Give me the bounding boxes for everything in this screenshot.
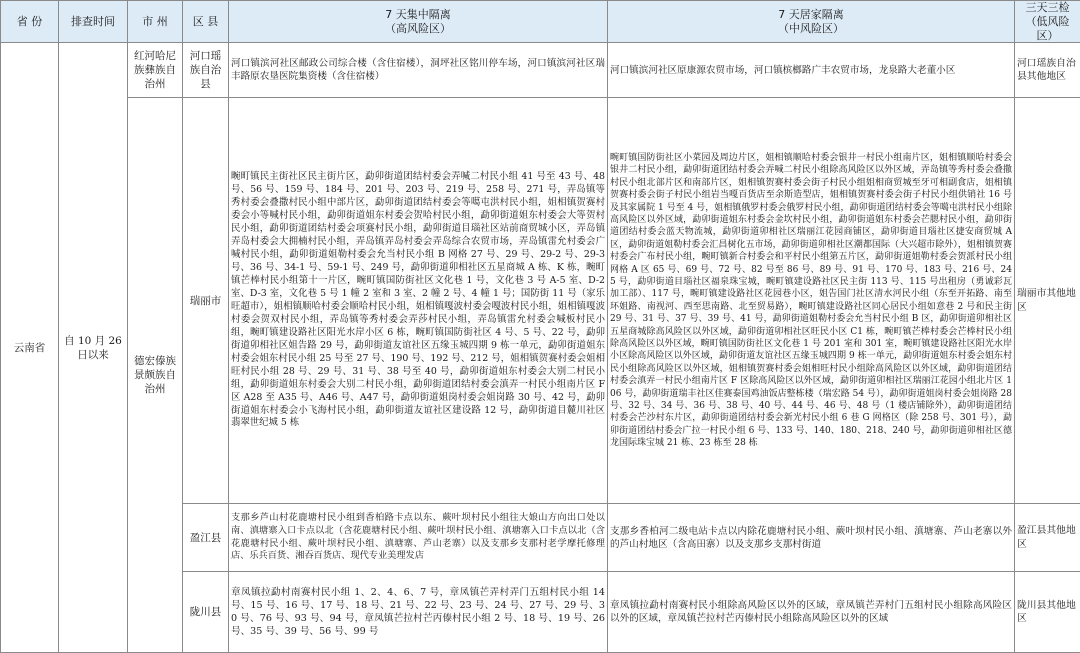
header-centralized-line1: 7 天集中隔离 <box>231 8 605 22</box>
header-home-isolation <box>608 1 1015 43</box>
table-row <box>1 43 1080 98</box>
header-city: 市 州 <box>128 1 183 43</box>
table-row <box>1 98 1080 504</box>
low-risk-cell: 陇川县其他地区 <box>1015 572 1080 653</box>
mid-risk-cell: 章凤镇拉勐村南赛村民小组除高风险区以外的区域，章凤镇芒弄村门五组村民小组除高风险区以外的区域，章凤镇芒拉村芒丙傣村民小组除高风险区以外的区域 <box>608 572 1015 653</box>
high-risk-cell: 河口镇滨河社区邮政公司综合楼（含住宿楼），洞坪社区铭川停车场，河口镇滨河社区瑞丰路原农垦医院集资楼（含住宿楼） <box>229 43 608 98</box>
province-cell: 云南省 <box>1 43 59 653</box>
high-risk-cell: 畹町镇民主街社区民主街片区，勐卯街道团结村委会弄喊二村民小组 41 号至 43 号、48 号、56 号、159 号、184 号、201 号、203 号、219 号、258 号、271 号，弄岛镇等秀村委会叠撒村民小组中部片区，勐卯街道团结村委会等噶屯洪村民小组，姐相镇贺赛村委会小等喊村民小组，勐卯街道姐东村委会贺哈村民小组，勐卯街道姐东村委会大等贺村民小组，勐卯街道团结村委会项赛村民小组，勐卯街道目瑙社区站前商贸城小区，弄岛镇弄岛村委会大拥楠村民小组，弄岛镇弄岛村委会弄岛综合农贸市场，弄岛镇雷允村委会广喊村民小组，勐卯街道姐勒村委会允当村民小组 B 网格 27 号、29 号、29-2 号、29-3 号、36 号、34-1 号、59-1 号、249 号，勐卯街道卯相社区五星商城 A 栋、K 栋，畹町镇芒棒村民小组第十一片区，畹町镇国防街社区文化巷 1 号，文化巷 3 号 A-5 室、D-2 室、D-3 室，文化巷 5 号 1 幢 2 室和 3 室、2 幢 2 号、4 幢 1 号；国防街 11 号（家乐旺超市），姐相镇顺哈村委会顺哈村民小组，姐相镇嘎波村委会嘎波村民小组，姐相镇嘎波村委会贺双村民小组，弄岛镇等秀村委会弄莎村民小组，弄岛镇雷允村委会喊板村民小组，畹町镇建设路社区阳光水岸小区 6 栋，畹町镇国防街社区 4 号、5 号、22 号，勐卯街道卯相社区姐告路 29 号，勐卯街道友谊社区五缘玉城四期 9 栋一单元，勐卯街道姐东村委会姐东村民小组 25 号至 27 号、190 号、192 号、212 号，姐相镇贺赛村委会姐相旺村民小组 28 号、29 号、31 号、38 号至 40 号，勐卯街道姐东村委会大别二村民小组，勐卯街道姐东村委会大别二村民小组，勐卯街道团结村委会滇弄一村民小组南片区 F 区 A28 至 A35 号、A46 号、A47 号，勐卯街道姐岗村委会姐岗路 30 号、42 号，勐卯街道姐东村委会小飞海村民小组，勐卯街道友谊社区建设路 12 号，勐卯街道目麓川社区翡翠世纪城 5 栋 <box>229 98 608 504</box>
mid-risk-cell: 河口镇滨河社区原康源农贸市场，河口镇槟榔路广丰农贸市场，龙泉路大老董小区 <box>608 43 1015 98</box>
header-county: 区 县 <box>183 1 229 43</box>
county-cell: 盈江县 <box>183 504 229 572</box>
header-check-time: 排查时间 <box>59 1 128 43</box>
header-province: 省 份 <box>1 1 59 43</box>
high-risk-cell: 章凤镇拉勐村南赛村民小组 1、2、4、6、7 号，章凤镇芒弄村弄门五组村民小组 14 号、15 号、16 号、17 号、18 号、21 号、22 号、23 号、24 号、27 号、29 号、30 号、76 号、93 号、94 号，章凤镇芒拉村芒丙傣村民小组 2 号、18 号、19 号、26 号、35 号、39 号、56 号、99 号 <box>229 572 608 653</box>
county-cell: 陇川县 <box>183 572 229 653</box>
low-risk-cell: 盈江县其他地区 <box>1015 504 1080 572</box>
high-risk-cell: 支那乡芦山村花鹿塘村民小组到香柏路卡点以东、蕨叶坝村民小组往大娘山方向出口处以南、滇塘寨入口卡点以北（含花鹿塘村民小组、蕨叶坝村民小组、滇塘寨入口卡点以北（含花鹿塘村民小组、蕨叶坝村民小组、滇塘寨、芦山老寨）以及支那乡支那村老学摩托修理店、乐兵百货、湘吞百货店、现代专业美理发店 <box>229 504 608 572</box>
mid-risk-cell: 支那乡香柏河二级电站卡点以内除花鹿塘村民小组、蕨叶坝村民小组、滇塘寨、芦山老寨以外的芦山村地区（含高田寨）以及支那乡支那村街道 <box>608 504 1015 572</box>
mid-risk-cell: 畹町镇国防街社区小菜园及周边片区，姐相镇顺哈村委会银井一村民小组南片区，姐相镇顺哈村委会银井二村民小组，勐卯街道团结村委会弄喊二村民小组除高风险区以外区域，弄岛镇等秀村委会叠撒村民小组北部片区和南部片区，姐相镇贺赛村委会街子村民小组姐相商贸城至牙可相副食店，姐相镇贺赛村委会街子村民小组岩当嘎百货店至余斯造型店，姐相镇贺赛村委会街子村民小组供销社 16 号及其家属院 1 号至 4 号，姐相镇俄罗村委会俄罗村民小组，勐卯街道团结村委会等噶屯洪村民小组除高风险区以外区域，勐卯街道姐东村委会金坎村民小组，勐卯街道姐东村委会芒腮村民小组，勐卯街道团结村委会蓝天物流城，勐卯街道卯相社区瑞丽江花园商铺区，勐卯街道目瑙社区捷安商贸城 A 区，勐卯街道姐勒村委会汇昌树化五市场，勐卯街道卯相社区潮都国际（大兴超市除外），姐相镇贺赛村委会广布村民小组，畹町镇新合村委会和平村民小组第五片区，勐卯街道姐勒村委会贺派村民小组网格 A 区 65 号、69 号、72 号、82 号至 86 号、89 号、91 号、170 号、183 号、216 号、245 号，勐卯街道目瑙社区福泉珠宝城，畹町镇建设路社区民主街 113 号、115 号出租房（勇诚彩瓦加工部）、117 号，畹町镇建设路社区花园巷小区，姐告国门社区清水河民小组（东至开拓路、南至环姐路、南视河、西至思南路、北至贸易路），畹町镇建设路社区同心居民小组如意巷 2 号和民主街 29 号、31 号、37 号、39 号、41 号，勐卯街道姐勒村委会允当村民小组 B 区，勐卯街道卯相社区五星商城除高风险区以外区域，勐卯街道卯相社区旺民小区 C1 栋，畹町镇芒棒村委会芒棒村民小组除高风险区以外区域，畹町镇国防街社区文化巷 1 号 201 室和 301 室，畹町镇建设路社区阳光水岸小区除高风险区以外区域，勐卯街道友谊社区五缘玉城四期 9 栋一单元，勐卯街道姐东村委会姐东村民小组除高风险区以外区域，姐相镇贺赛村委会姐相旺村民小组除高风险区以外区域，勐卯街道团结村委会滇弄一村民小组南片区 F 区除高风险区以外区域，勐卯街道卯相社区瑞丽江花园小组北片区 106 号，勐卯街道瑞丰社区佳赛泰国鸡油饭店整栋楼（瑞宏路 54 号），勐卯街道姐岗村委会姐岗路 28 号、32 号、34 号、36 号、38 号、40 号、44 号、46 号、48 号（1 楼店铺除外），勐卯街道团结村委会芒沙村东片区，勐卯街道团结村委会新光村民小组 6 巷 G 网格区（除 258 号、301 号），勐卯街道团结村委会广拉一村民小组 6 号、133 号、140、180、218、240 号，勐卯街道卯相社区德龙国际珠宝城 21 栋、23 栋至 28 栋 <box>608 98 1015 504</box>
header-centralized-line2: （高风险区） <box>231 22 605 36</box>
check-time-cell: 自 10 月 26 日以来 <box>59 43 128 653</box>
county-cell: 河口瑶族自治县 <box>183 43 229 98</box>
low-risk-cell: 河口瑶族自治县其他地区 <box>1015 43 1080 98</box>
header-three-day-line2: （低风险 <box>1017 15 1078 29</box>
header-row <box>1 1 1080 43</box>
header-three-day-test <box>1015 1 1080 43</box>
header-three-day-line1: 三天三检 <box>1017 1 1078 15</box>
city-cell: 红河哈尼族彝族自治州 <box>128 43 183 98</box>
low-risk-cell: 瑞丽市其他地区 <box>1015 98 1080 504</box>
header-centralized-isolation <box>229 1 608 43</box>
header-home-line1: 7 天居家隔离 <box>610 8 1012 22</box>
header-three-day-line3: 区） <box>1017 29 1078 43</box>
header-home-line2: （中风险区） <box>610 22 1012 36</box>
city-cell: 德宏傣族景颇族自治州 <box>128 98 183 653</box>
county-cell: 瑞丽市 <box>183 98 229 504</box>
